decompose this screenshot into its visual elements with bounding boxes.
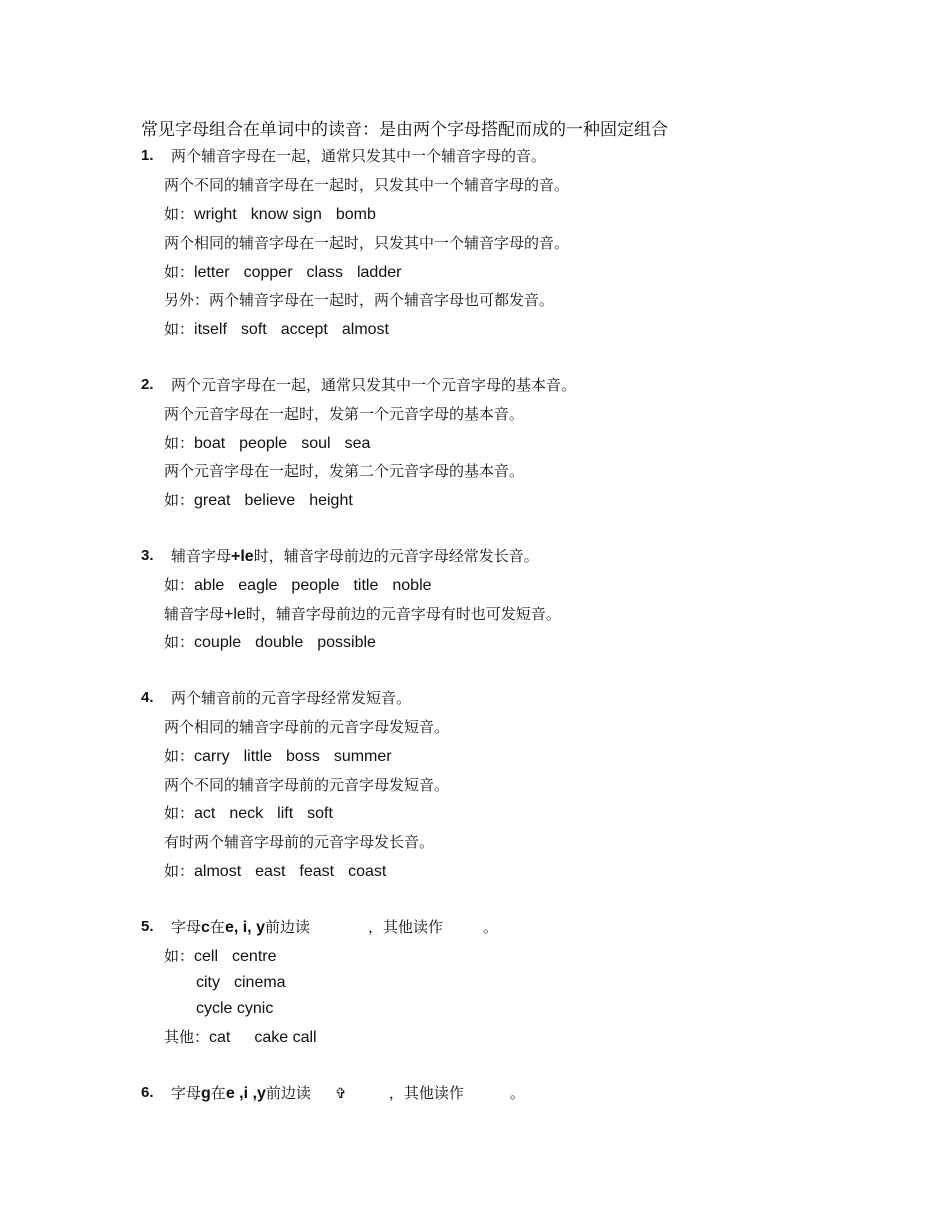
section-number: 3. — [141, 547, 154, 564]
rule-part: 时，辅音字母前边的元音字母有时也可发短音。 — [245, 605, 561, 623]
section-heading: 两个辅音前的元音字母经常发短音。 — [171, 689, 412, 707]
example-word: cake call — [254, 1029, 317, 1046]
example-word: know sign — [250, 206, 322, 223]
example-word: noble — [392, 577, 432, 594]
section-number: 1. — [141, 147, 154, 164]
section-heading: 两个辅音字母在一起，通常只发其中一个辅音字母的音。 — [171, 147, 547, 165]
rule-text: 另外：两个辅音字母在一起时，两个辅音字母也可都发音。 — [164, 291, 555, 309]
heading-part-bold: e ,i ,y — [225, 1085, 266, 1102]
example-line — [164, 803, 333, 824]
example-word: itself — [194, 321, 227, 338]
example-word: soul — [301, 435, 331, 452]
heading-part: ，其他读作 — [367, 918, 443, 936]
rule-text: 两个不同的辅音字母在一起时，只发其中一个辅音字母的音。 — [164, 176, 570, 194]
rule-part: 辅音字母 — [164, 605, 225, 623]
heading-part-bold: e, i, y — [224, 919, 265, 936]
heading-part: 前边读 — [264, 918, 310, 936]
example-prefix: 其他： — [164, 1028, 210, 1046]
example-word: city — [196, 974, 220, 991]
example-line — [196, 999, 273, 1019]
example-word: summer — [333, 748, 392, 765]
rule-text: 两个相同的辅音字母前的元音字母发短音。 — [164, 718, 450, 736]
rule-text — [164, 604, 561, 625]
heading-part-bold: c — [201, 919, 210, 936]
example-prefix: 如： — [164, 205, 195, 223]
heading-part: 字母 — [171, 918, 202, 936]
section-number: 2. — [141, 376, 154, 393]
section-number: 6. — [141, 1084, 154, 1101]
example-word: feast — [299, 863, 335, 880]
example-word: ladder — [356, 264, 402, 281]
example-line — [196, 973, 286, 993]
example-word: carry — [194, 748, 230, 765]
heading-part-bold: +le — [231, 548, 254, 565]
example-line — [164, 204, 376, 225]
heading-part: 在 — [210, 1084, 226, 1102]
example-line — [164, 746, 392, 767]
example-word: accept — [280, 321, 328, 338]
rule-text: 两个元音字母在一起时，发第二个元音字母的基本音。 — [164, 462, 525, 480]
example-word: great — [194, 492, 231, 509]
section-number: 4. — [141, 689, 154, 706]
example-prefix: 如： — [164, 576, 195, 594]
heading-part-bold: g — [201, 1085, 211, 1102]
heading-part: 辅音字母 — [171, 547, 232, 565]
example-word: title — [353, 577, 379, 594]
example-word: almost — [341, 321, 389, 338]
example-word: cat — [209, 1029, 231, 1046]
example-word: believe — [244, 492, 296, 509]
example-word: wright — [194, 206, 237, 223]
example-word: people — [239, 435, 288, 452]
section-heading — [171, 917, 498, 938]
example-word: almost — [194, 863, 242, 880]
example-line — [164, 319, 389, 340]
example-word: lift — [277, 805, 294, 822]
example-word: cinema — [234, 974, 286, 991]
heading-part: 字母 — [171, 1084, 202, 1102]
example-word: able — [194, 577, 225, 594]
example-line — [164, 1027, 317, 1048]
example-word: cycle cynic — [196, 1000, 274, 1017]
rule-part-latin: +le — [224, 606, 246, 623]
example-line — [164, 433, 370, 454]
heading-part: 。 — [509, 1084, 525, 1102]
example-line — [164, 575, 432, 596]
example-prefix: 如： — [164, 491, 195, 509]
rule-text: 两个相同的辅音字母在一起时，只发其中一个辅音字母的音。 — [164, 234, 570, 252]
example-word: act — [194, 805, 216, 822]
rule-text: 有时两个辅音字母前的元音字母发长音。 — [164, 833, 435, 851]
example-word: couple — [194, 634, 242, 651]
example-word: soft — [240, 321, 267, 338]
example-prefix: 如： — [164, 747, 195, 765]
section-heading: 两个元音字母在一起，通常只发其中一个元音字母的基本音。 — [171, 376, 577, 394]
example-word: people — [291, 577, 340, 594]
example-word: coast — [348, 863, 387, 880]
heading-part: 时，辅音字母前边的元音字母经常发长音。 — [253, 547, 539, 565]
rule-text: 两个元音字母在一起时，发第一个元音字母的基本音。 — [164, 405, 525, 423]
example-line — [164, 946, 277, 967]
example-line — [164, 490, 353, 511]
example-line — [164, 262, 401, 283]
example-word: cell — [194, 948, 219, 965]
example-word: copper — [243, 264, 293, 281]
section-number: 5. — [141, 918, 154, 935]
example-word: centre — [232, 948, 277, 965]
section-heading — [171, 546, 539, 567]
example-word: boss — [286, 748, 320, 765]
example-line — [164, 632, 376, 653]
example-prefix: 如： — [164, 320, 195, 338]
example-word: double — [255, 634, 304, 651]
example-word: eagle — [238, 577, 278, 594]
example-word: bomb — [335, 206, 376, 223]
example-word: neck — [229, 805, 264, 822]
example-line — [164, 861, 386, 882]
page-title: 常见字母组合在单词中的读音：是由两个字母搭配而成的一种固定组合 — [141, 120, 668, 140]
example-prefix: 如： — [164, 947, 195, 965]
example-prefix: 如： — [164, 633, 195, 651]
example-word: letter — [194, 264, 230, 281]
example-word: boat — [194, 435, 226, 452]
example-word: sea — [344, 435, 371, 452]
heading-part: 在 — [209, 918, 225, 936]
example-prefix: 如： — [164, 434, 195, 452]
example-prefix: 如： — [164, 804, 195, 822]
example-word: little — [243, 748, 273, 765]
example-prefix: 如： — [164, 263, 195, 281]
phonetic-symbol: ✞ — [334, 1086, 347, 1102]
example-word: height — [309, 492, 353, 509]
example-prefix: 如： — [164, 862, 195, 880]
example-word: possible — [317, 634, 376, 651]
example-word: soft — [307, 805, 333, 822]
rule-text: 两个不同的辅音字母前的元音字母发短音。 — [164, 776, 450, 794]
heading-part: 前边读 — [265, 1084, 311, 1102]
heading-part: ，其他读作 — [388, 1084, 464, 1102]
example-word: east — [255, 863, 286, 880]
heading-part: 。 — [483, 918, 499, 936]
example-word: class — [306, 264, 343, 281]
section-heading — [171, 1083, 525, 1104]
